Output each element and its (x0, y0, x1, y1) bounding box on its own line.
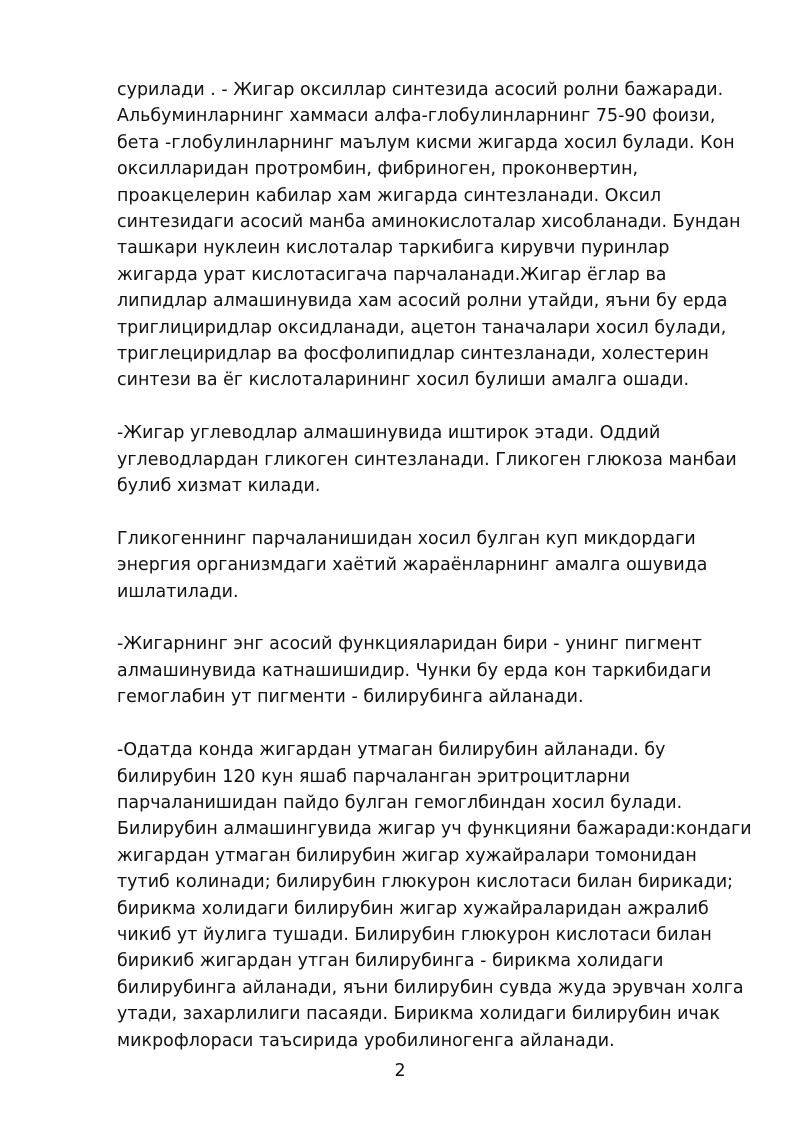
paragraph-protein-lipid-synthesis: сурилади . - Жигар оксиллар синтезида асосий ролни бажаради. Альбуминларнинг хаммаси алфа-глобулинларнинг 75-90 фоизи, бета -глобулинларнинг маълум кисми жигарда хосил булади. Кон оксилларидан протромбин, фибриноген, проконвертин, проакцелерин кабилар хам жигарда синтезланади. Оксил синтезидаги асосий манба аминокислоталар хисобланади. Бундан ташкари нуклеин кислоталар таркибига кирувчи пуринлар жигарда урат кислотасигача парчаланади.Жигар ёглар ва липидлар алмашинувида хам асосий ролни утайди, яъни бу ерда триглициридлар оксидланади, ацетон таначалари хосил булади, триглециридлар ва фосфолипидлар синтезланади, холестерин синтези ва ёг кислоталарининг хосил булиши амалга ошади. (117, 80, 741, 391)
paragraph-glycogen-energy: Гликогеннинг парчаланишидан хосил булган куп микдордаги энергия организмдаги хаётий жараёнларнинг амалга ошувида ишлатилади. (117, 528, 708, 602)
paragraph-bilirubin: -Одатда конда жигардан утмаган билирубин айланади. бу билирубин 120 кун яшаб парчаланган эритроцитларни парчаланишидан пайдо булган гемоглбиндан хосил булади. Билирубин алмашингувида жигар уч функцияни бажаради:кондаги жигардан утмаган билирубин жигар хужайралари томонидан тутиб колинади; билирубин глюкурон кислотаси билан бирикади; бирикма холидаги билирубин жигар хужайраларидан ажралиб чикиб ут йулига тушади. Билирубин глюкурон кислотаси билан бирикиб жигардан утган билирубинга - бирикма холидаги билирубинга айланади, яъни билирубин сувда жуда эрувчан холга утади, захарлилиги пасаяди. Бирикма холидаги билирубин ичак микрофлораси таъсирида уробилиногенга айланади. (117, 740, 752, 1051)
document-body (117, 77, 753, 1054)
paragraph-carbohydrate-metabolism: -Жигар углеводлар алмашинувида иштирок этади. Оддий углеводлардан гликоген синтезланади. Гликоген глюкоза манбаи булиб хизмат килади. (117, 423, 737, 497)
paragraph-pigment-metabolism: -Жигарнинг энг асосий функцияларидан бири - унинг пигмент алмашинувида катнашишидир. Чунки бу ерда кон таркибидаги гемоглабин ут пигменти - билирубинга айланади. (117, 634, 712, 708)
page-number: 2 (394, 1061, 406, 1081)
